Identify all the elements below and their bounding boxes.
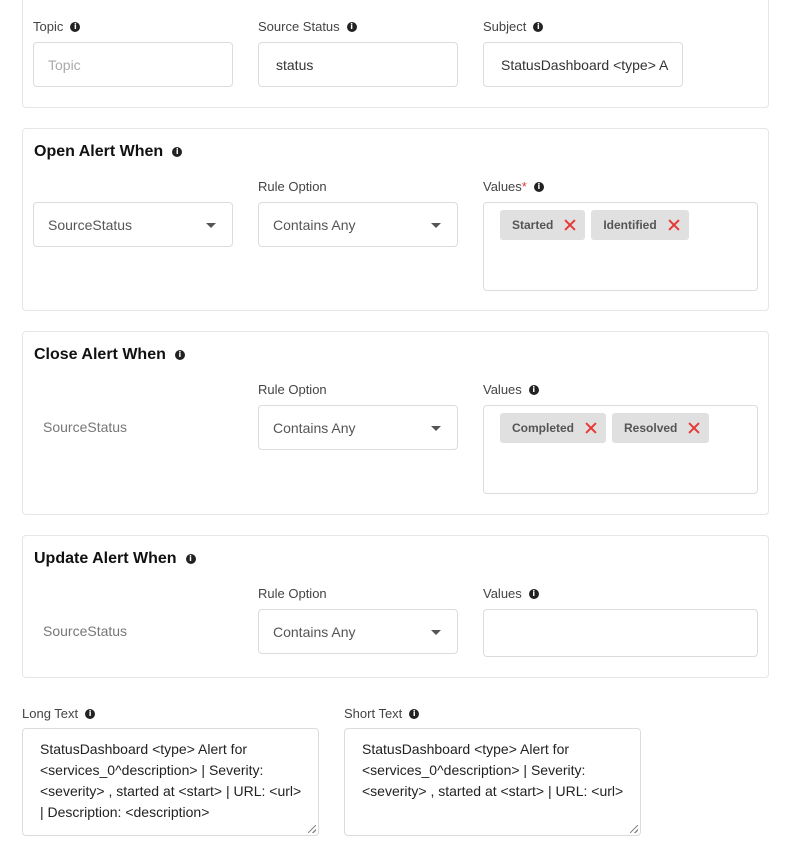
chevron-down-icon xyxy=(431,223,441,228)
info-icon[interactable]: i xyxy=(175,350,185,360)
open-alert-rule-option-select[interactable] xyxy=(258,202,458,247)
topic-placeholder: Topic xyxy=(48,56,81,73)
chevron-down-icon xyxy=(206,223,216,228)
info-icon[interactable]: i xyxy=(409,709,419,719)
close-alert-title: Close Alert When i xyxy=(34,346,185,364)
field-select-value: SourceStatus xyxy=(48,216,133,233)
close-alert-card xyxy=(22,331,769,515)
topic-label: Topic i xyxy=(33,19,80,34)
close-icon[interactable] xyxy=(687,421,701,435)
long-text-value: StatusDashboard <type> Alert for <services_0^description> | Severity: <severity> , started at <start> | URL: <url> | Description: <description> xyxy=(40,741,302,820)
close-icon[interactable] xyxy=(667,218,681,232)
source-status-label: Source Status i xyxy=(258,19,357,34)
source-status-input[interactable] xyxy=(258,42,458,87)
update-alert-field-value: SourceStatus xyxy=(43,623,128,639)
chip-label: Completed xyxy=(512,421,575,435)
long-text-label: Long Text i xyxy=(22,706,95,721)
value-chip xyxy=(500,413,606,443)
rule-option-label: Rule Option xyxy=(258,382,327,397)
rule-option-value: Contains Any xyxy=(273,419,356,436)
subject-input[interactable] xyxy=(483,42,683,87)
short-text-label: Short Text i xyxy=(344,706,419,721)
rule-option-label: Rule Option xyxy=(258,586,327,601)
info-icon[interactable]: i xyxy=(529,589,539,599)
chevron-down-icon xyxy=(431,630,441,635)
info-icon[interactable]: i xyxy=(186,554,196,564)
chevron-down-icon xyxy=(431,426,441,431)
info-icon[interactable]: i xyxy=(70,22,80,32)
rule-option-value: Contains Any xyxy=(273,216,356,233)
short-text-textarea[interactable] xyxy=(344,728,641,836)
open-alert-field-select[interactable] xyxy=(33,202,233,247)
resize-handle[interactable] xyxy=(308,825,316,833)
chip-label: Resolved xyxy=(624,421,678,435)
resize-handle[interactable] xyxy=(630,825,638,833)
short-text-value: StatusDashboard <type> Alert for <services_0^description> | Severity: <severity> , started at <start> | URL: <url> xyxy=(362,741,624,799)
rule-option-label: Rule Option xyxy=(258,179,327,194)
values-label: Values i xyxy=(483,382,539,397)
info-icon[interactable]: i xyxy=(529,385,539,395)
update-alert-title: Update Alert When i xyxy=(34,550,196,568)
value-chip xyxy=(612,413,709,443)
value-chip xyxy=(591,210,688,240)
chip-label: Identified xyxy=(603,218,657,232)
open-alert-values-input[interactable] xyxy=(483,202,758,291)
long-text-textarea[interactable] xyxy=(22,728,319,836)
close-alert-field-value: SourceStatus xyxy=(43,419,128,435)
close-alert-rule-option-select[interactable] xyxy=(258,405,458,450)
values-label: Values i xyxy=(483,586,539,601)
source-status-value: status xyxy=(276,56,314,73)
update-alert-rule-option-select[interactable] xyxy=(258,609,458,654)
close-icon[interactable] xyxy=(563,218,577,232)
required-mark: * xyxy=(521,179,527,194)
info-icon[interactable]: i xyxy=(347,22,357,32)
values-label: Values * i xyxy=(483,179,544,194)
info-icon[interactable]: i xyxy=(533,22,543,32)
message-fields-card xyxy=(22,0,769,108)
info-icon[interactable]: i xyxy=(534,182,544,192)
open-alert-title: Open Alert When i xyxy=(34,143,182,161)
chip-label: Started xyxy=(512,218,554,232)
info-icon[interactable]: i xyxy=(172,147,182,157)
subject-label: Subject i xyxy=(483,19,543,34)
close-alert-values-input[interactable] xyxy=(483,405,758,494)
open-alert-card xyxy=(22,128,769,311)
rule-option-value: Contains Any xyxy=(273,623,356,640)
update-alert-values-input[interactable] xyxy=(483,609,758,657)
close-icon[interactable] xyxy=(584,421,598,435)
topic-input[interactable] xyxy=(33,42,233,87)
info-icon[interactable]: i xyxy=(85,709,95,719)
value-chip xyxy=(500,210,585,240)
subject-value: StatusDashboard <type> A xyxy=(501,56,669,73)
update-alert-card xyxy=(22,535,769,678)
